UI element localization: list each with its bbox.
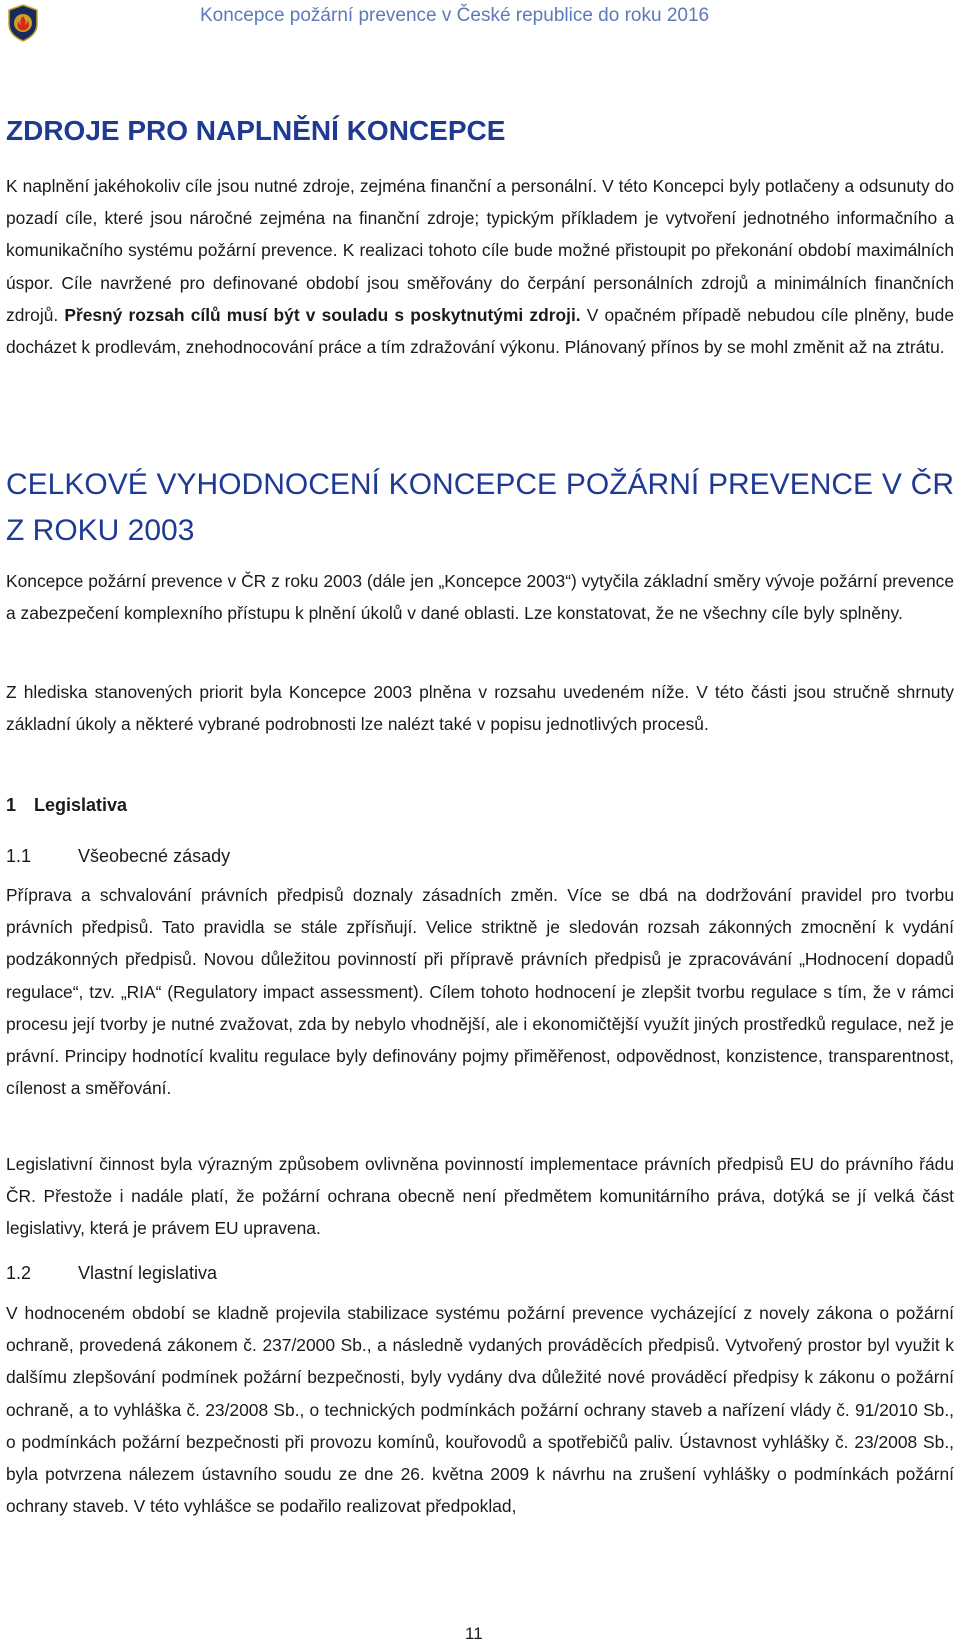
- paragraph-evaluation-1: Koncepce požární prevence v ČR z roku 2003 (dále jen „Koncepce 2003“) vytyčila základní směry vývoje požární prevence a zabezpečení komplexního přístupu k plnění úkolů v dané oblasti. Lze konstatovat, že ne všechny cíle byly splněny.: [6, 571, 954, 624]
- heading-legislativa: 1 Legislativa: [6, 795, 128, 815]
- paragraph-resources-text-a: K naplnění jakéhokoliv cíle jsou nutné zdroje, zejména finanční a personální. V této Koncepci byly potlačeny a odsunuty do pozadí cíle, které jsou náročné zejména na finanční zdroje; typickým příkladem je vytvoření jednotného informačního a komunikačního systému požární prevence. K realizaci tohoto cíle bude možné přistoupit po překonání období maximálních úspor. Cíle navržené pro definované období jsou směřovány do čerpání personálních zdrojů a minimálních finančních zdrojů.: [6, 176, 954, 325]
- document-running-title: Koncepce požární prevence v České republice do roku 2016: [200, 5, 710, 26]
- section-heading-resources: ZDROJE PRO NAPLNĚNÍ KONCEPCE: [6, 115, 506, 146]
- section-heading-evaluation-line2: Z ROKU 2003: [6, 514, 195, 547]
- paragraph-resources-bold: Přesný rozsah cílů musí být v souladu s poskytnutými zdroji.: [64, 304, 581, 325]
- page-header: [0, 0, 960, 44]
- heading-vseobecne-zasady: 1.1 Všeobecné zásady: [6, 846, 231, 866]
- page-number: 11: [465, 1624, 483, 1643]
- paragraph-own-legislation: V hodnoceném období se kladně projevila stabilizace systému požární prevence vycházející z novely zákona o požární ochraně, provedená zákonem č. 237/2000 Sb., a následně vydaných prováděcích předpisů. Vytvořený prostor byl využit k dalšímu zlepšování podmínek požární bezpečnosti, byly vydány dva důležité nové prováděcí předpisy k zákonu o požární ochraně, a to vyhláška č. 23/2008 Sb., o technických podmínkách požární ochrany staveb a nařízení vlády č. 91/2010 Sb., o podmínkách požární bezpečnosti při provozu komínů, kouřovodů a spotřebičů paliv. Ústavnost vyhlášky č. 23/2008 Sb., byla potvrzena nálezem ústavního soudu ze dne 26. května 2009 k návrhu na zrušení vyhlášky o podmínkách požární ochrany staveb. V této vyhlášce se podařilo realizovat předpoklad,: [6, 1303, 954, 1517]
- paragraph-resources: [6, 170, 954, 363]
- paragraph-general-principles-1: Příprava a schvalování právních předpisů doznaly zásadních změn. Více se dbá na dodržování pravidel pro tvorbu právních předpisů. Tato pravidla se stále zpřísňují. Velice striktně je sledován rozsah zákonných zmocnění k vydání podzákonných předpisů. Novou důležitou povinností při přípravě právních předpisů je zpracovávání „Hodnocení dopadů regulace“, tzv. „RIA“ (Regulatory impact assessment). Cílem tohoto hodnocení je zlepšit tvorbu regulace s tím, že v rámci procesu její tvorby je nutné zvažovat, zda by nebylo vhodnější, ale i ekonomičtější využít jiných prostředků regulace, než je právní. Principy hodnotící kvalitu regulace byly definovány pojmy přiměřenost, odpovědnost, konzistence, transparentnost, cílenost a směřování.: [6, 885, 954, 1099]
- paragraph-resources-text-b: V opačném případě nebudou cíle plněny, bude docházet k prodlevám, znehodnocování práce a tím zdražování výkonu. Plánovaný přínos by se mohl změnit až na ztrátu.: [6, 304, 955, 358]
- section-heading-evaluation-line1: CELKOVÉ VYHODNOCENÍ KONCEPCE POŽÁRNÍ PREVENCE V ČR: [6, 468, 954, 501]
- fire-rescue-emblem-icon: [6, 4, 40, 42]
- heading-vlastni-legislativa: 1.2 Vlastní legislativa: [6, 1263, 218, 1283]
- paragraph-evaluation-2: Z hlediska stanovených priorit byla Koncepce 2003 plněna v rozsahu uvedeném níže. V této části jsou stručně shrnuty základní úkoly a některé vybrané podrobnosti lze nalézt také v popisu jednotlivých procesů.: [6, 682, 954, 735]
- paragraph-general-principles-2: Legislativní činnost byla výrazným způsobem ovlivněna povinností implementace právních předpisů EU do právního řádu ČR. Přestože i nadále platí, že požární ochrana obecně není předmětem komunitárního práva, dotýká se jí velká část legislativy, která je právem EU upravena.: [6, 1154, 954, 1239]
